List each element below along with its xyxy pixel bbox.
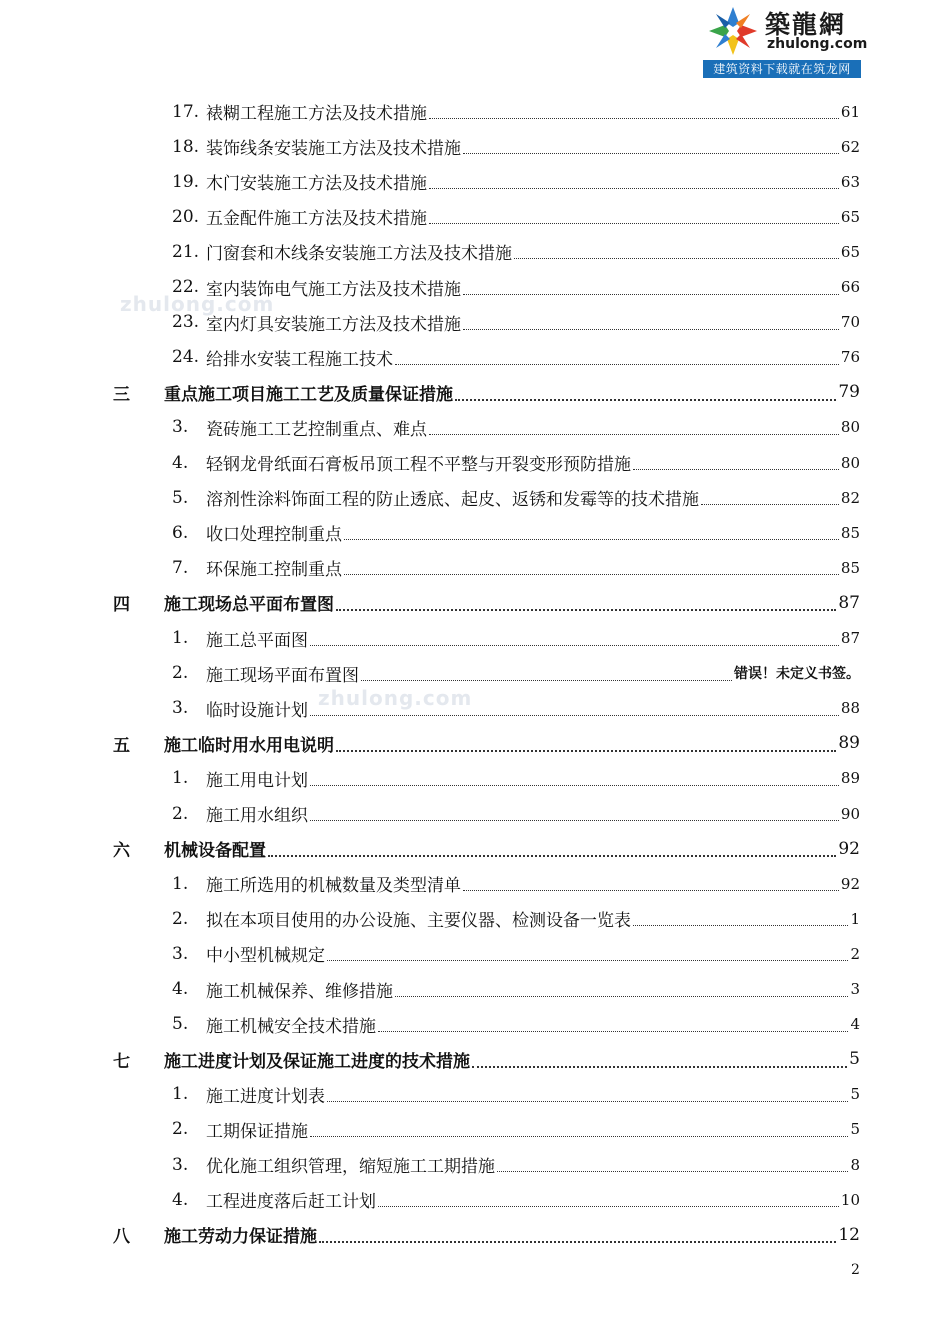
toc-page-number: 88: [840, 699, 860, 718]
toc-title: 裱糊工程施工方法及技术措施: [206, 104, 427, 124]
toc-dot-leader: [463, 328, 839, 330]
toc-dot-leader: [378, 1030, 848, 1032]
toc-title: 工期保证措施: [206, 1121, 308, 1142]
toc-dot-leader: [514, 257, 839, 259]
toc-entry-row[interactable]: [172, 761, 860, 796]
toc-page-number: 70: [840, 313, 860, 332]
toc-title: 中小型机械规定: [206, 946, 325, 967]
toc-section-row[interactable]: [113, 1042, 860, 1077]
toc-title: 收口处理控制重点: [206, 525, 342, 546]
toc-entry-row[interactable]: [172, 691, 860, 726]
toc-entry-row[interactable]: [172, 515, 860, 550]
toc-number: 五: [113, 735, 130, 756]
logo-top: [703, 2, 868, 60]
toc-dot-leader: [429, 222, 839, 224]
toc-dot-leader: [344, 538, 839, 540]
toc-dot-leader: [327, 959, 848, 961]
toc-number: 5.: [172, 487, 189, 508]
toc-page-number: 89: [840, 769, 860, 788]
toc-entry-row[interactable]: [172, 550, 860, 585]
toc-title: 轻钢龙骨纸面石膏板吊顶工程不平整与开裂变形预防措施: [206, 455, 631, 475]
logo-domain: zhulong.com: [767, 36, 868, 52]
toc-title: 溶剂性涂料饰面工程的防止透底、起皮、返锈和发霉等的技术措施: [206, 490, 699, 511]
toc-entry-row[interactable]: [172, 164, 860, 199]
toc-dot-leader: [429, 117, 839, 119]
toc-number: 2.: [172, 908, 189, 929]
toc-number: 17.: [172, 101, 200, 122]
toc-number: 3.: [172, 943, 189, 964]
toc-entry-row[interactable]: [172, 270, 860, 305]
toc-dot-leader: [395, 363, 839, 365]
toc-entry-row[interactable]: [172, 1147, 860, 1182]
toc-entry-row[interactable]: [172, 972, 860, 1007]
toc-title: 工程进度落后赶工计划: [206, 1192, 376, 1213]
toc-dot-leader: [472, 1065, 847, 1068]
toc-page-number: 82: [840, 488, 860, 507]
toc-page-number: 5: [850, 1085, 860, 1104]
toc-page-number: 2: [850, 944, 860, 963]
toc-page-number: 87: [840, 629, 860, 647]
toc-title: 装饰线条安装施工方法及技术措施: [206, 139, 461, 160]
toc-entry-row[interactable]: [172, 1182, 860, 1217]
toc-title: 施工现场平面布置图: [206, 665, 359, 686]
toc-title: 临时设施计划: [206, 700, 308, 721]
toc-title: 施工机械安全技术措施: [206, 1016, 376, 1037]
toc-title: 优化施工组织管理，缩短施工工期措施: [206, 1157, 495, 1177]
toc-title: 施工机械保养、维修措施: [206, 981, 393, 1002]
toc-page-number: 85: [840, 523, 860, 542]
toc-entry-row[interactable]: [172, 656, 860, 691]
toc-page-number: 92: [840, 874, 860, 893]
toc-page-number: 12: [838, 1224, 860, 1245]
toc-section-row[interactable]: [113, 585, 860, 620]
toc-entry-row[interactable]: [172, 410, 860, 445]
toc-entry-row[interactable]: [172, 199, 860, 234]
toc-entry-row[interactable]: [172, 621, 860, 656]
toc-dot-leader: [429, 187, 839, 189]
logo-name: 築龍網: [765, 10, 847, 39]
toc-title: 施工进度计划表: [206, 1086, 325, 1107]
toc-entry-row[interactable]: [172, 796, 860, 831]
toc-title: 施工临时用水用电说明: [164, 735, 334, 756]
toc-dot-leader: [463, 293, 839, 295]
toc-dot-leader: [633, 468, 839, 470]
watermark: zhulong.com: [318, 686, 473, 710]
toc-dot-leader: [268, 854, 836, 857]
toc-entry-row[interactable]: [172, 1112, 860, 1147]
toc-page-number: 80: [840, 418, 860, 437]
toc-dot-leader: [310, 1135, 848, 1137]
toc-number: 八: [113, 1227, 130, 1248]
toc-title: 重点施工项目施工工艺及质量保证措施: [164, 384, 453, 405]
toc-entry-row[interactable]: [172, 94, 860, 129]
toc-number: 四: [113, 595, 130, 616]
toc-page-number: 92: [838, 838, 860, 859]
toc-number: 三: [113, 384, 130, 405]
toc-entry-row[interactable]: [172, 480, 860, 515]
toc-title: 木门安装施工方法及技术措施: [206, 174, 427, 195]
toc-dot-leader: [336, 749, 836, 752]
toc-number: 21.: [172, 241, 200, 262]
toc-section-row[interactable]: [113, 375, 860, 410]
toc-number: 6.: [172, 522, 189, 543]
toc-number: 24.: [172, 347, 200, 368]
toc-number: 1.: [172, 873, 189, 894]
toc-entry-row[interactable]: [172, 445, 860, 480]
toc-dot-leader: [361, 679, 732, 681]
toc-title: 给排水安装工程施工技术: [206, 349, 393, 370]
toc-page-number: 10: [840, 1190, 860, 1209]
toc-entry-row[interactable]: [172, 901, 860, 936]
toc-title: 瓷砖施工工艺控制重点、难点: [206, 419, 427, 440]
watermark: zhulong.com: [120, 292, 275, 316]
toc-number: 5.: [172, 1014, 189, 1035]
toc-dot-leader: [463, 889, 839, 891]
toc-dot-leader: [633, 924, 848, 926]
toc-page-number: 80: [840, 453, 860, 472]
toc-title: 施工用电计划: [206, 770, 308, 791]
toc-title: 室内装饰电气施工方法及技术措施: [206, 279, 461, 300]
toc-page-number: 76: [840, 348, 860, 367]
toc-title: 环保施工控制重点: [206, 560, 342, 581]
toc-section-row[interactable]: [113, 726, 860, 761]
toc-page-number: 65: [840, 242, 860, 261]
toc-entry-row[interactable]: [172, 866, 860, 901]
toc-title: 施工总平面图: [206, 630, 308, 651]
toc-page-number: 63: [840, 172, 860, 191]
toc-number: 1.: [172, 1084, 189, 1105]
toc-number: 7.: [172, 557, 189, 578]
zhulong-logo: [703, 2, 868, 78]
toc-page-number: 61: [840, 102, 860, 121]
toc-dot-leader: [336, 608, 836, 611]
toc-entry-row[interactable]: [172, 936, 860, 971]
toc-number: 18.: [172, 136, 200, 157]
toc-dot-leader: [310, 819, 839, 821]
toc-dot-leader: [497, 1170, 848, 1172]
toc-entry-row[interactable]: [172, 340, 860, 375]
toc-number: 1.: [172, 628, 189, 648]
toc-number: 4.: [172, 452, 189, 473]
toc-dot-leader: [344, 573, 839, 575]
toc-bookmark-error: 错误！未定义书签。: [734, 666, 860, 683]
toc-page-number: 5: [849, 1049, 860, 1070]
toc-title: 五金配件施工方法及技术措施: [206, 209, 427, 230]
toc-dot-leader: [395, 995, 848, 997]
toc-dot-leader: [463, 152, 839, 154]
toc-title: 机械设备配置: [164, 841, 266, 862]
toc-title: 施工现场总平面布置图: [164, 595, 334, 616]
toc-number: 23.: [172, 312, 200, 333]
toc-title: 施工进度计划及保证施工进度的技术措施: [164, 1051, 470, 1072]
toc-page-number: 66: [840, 278, 860, 296]
toc-page-number: 87: [838, 592, 860, 613]
toc-page-number: 90: [840, 804, 860, 823]
toc-section-row[interactable]: [113, 831, 860, 866]
toc-dot-leader: [327, 1100, 848, 1102]
toc-dot-leader: [701, 503, 839, 505]
toc-number: 3.: [172, 1154, 189, 1175]
toc-number: 2.: [172, 1119, 189, 1140]
toc-dot-leader: [319, 1240, 836, 1243]
page-number: 2: [851, 1262, 860, 1278]
toc-number: 4.: [172, 979, 189, 999]
toc-number: 1.: [172, 768, 189, 789]
logo-snowflake-icon: [705, 4, 761, 58]
toc-dot-leader: [310, 784, 839, 786]
toc-number: 2.: [172, 663, 189, 684]
toc-page-number: 5: [850, 1120, 860, 1139]
toc-entry-row[interactable]: [172, 1007, 860, 1042]
toc-title: 施工劳动力保证措施: [164, 1227, 317, 1248]
toc-title: 室内灯具安装施工方法及技术措施: [206, 314, 461, 335]
logo-slogan: 建筑资料下载就在筑龙网: [703, 60, 861, 78]
toc-entry-row[interactable]: [172, 1077, 860, 1112]
toc-page-number: 65: [840, 207, 860, 226]
toc-section-row[interactable]: [113, 1217, 860, 1252]
toc-entry-row[interactable]: [172, 305, 860, 340]
toc-number: 4.: [172, 1189, 189, 1210]
toc-page-number: 89: [838, 733, 860, 754]
toc-dot-leader: [310, 714, 839, 716]
toc-number: 2.: [172, 803, 189, 824]
toc-number: 22.: [172, 277, 200, 297]
toc-dot-leader: [310, 644, 839, 646]
toc-page-number: 1: [850, 909, 860, 928]
toc-page-number: 79: [838, 382, 860, 403]
toc-page-number: 4: [850, 1015, 860, 1034]
toc-number: 19.: [172, 171, 200, 192]
toc-page-number: 62: [840, 137, 860, 156]
toc-page-number: 8: [850, 1155, 860, 1174]
toc-dot-leader: [455, 398, 836, 401]
toc-entry-row[interactable]: [172, 129, 860, 164]
toc-page-number: 3: [850, 980, 860, 998]
toc-title: 门窗套和木线条安装施工方法及技术措施: [206, 244, 512, 265]
toc-number: 3.: [172, 698, 189, 719]
toc-title: 拟在本项目使用的办公设施、主要仪器、检测设备一览表: [206, 911, 631, 932]
toc-dot-leader: [378, 1205, 839, 1207]
toc-title: 施工用水组织: [206, 806, 308, 826]
toc-number: 3.: [172, 417, 189, 438]
toc-number: 六: [113, 841, 130, 862]
toc-number: 七: [113, 1051, 130, 1072]
toc-entry-row[interactable]: [172, 234, 860, 269]
toc-dot-leader: [429, 433, 839, 435]
toc-number: 20.: [172, 206, 200, 227]
toc-page-number: 85: [840, 558, 860, 577]
toc-title: 施工所选用的机械数量及类型清单: [206, 876, 461, 897]
